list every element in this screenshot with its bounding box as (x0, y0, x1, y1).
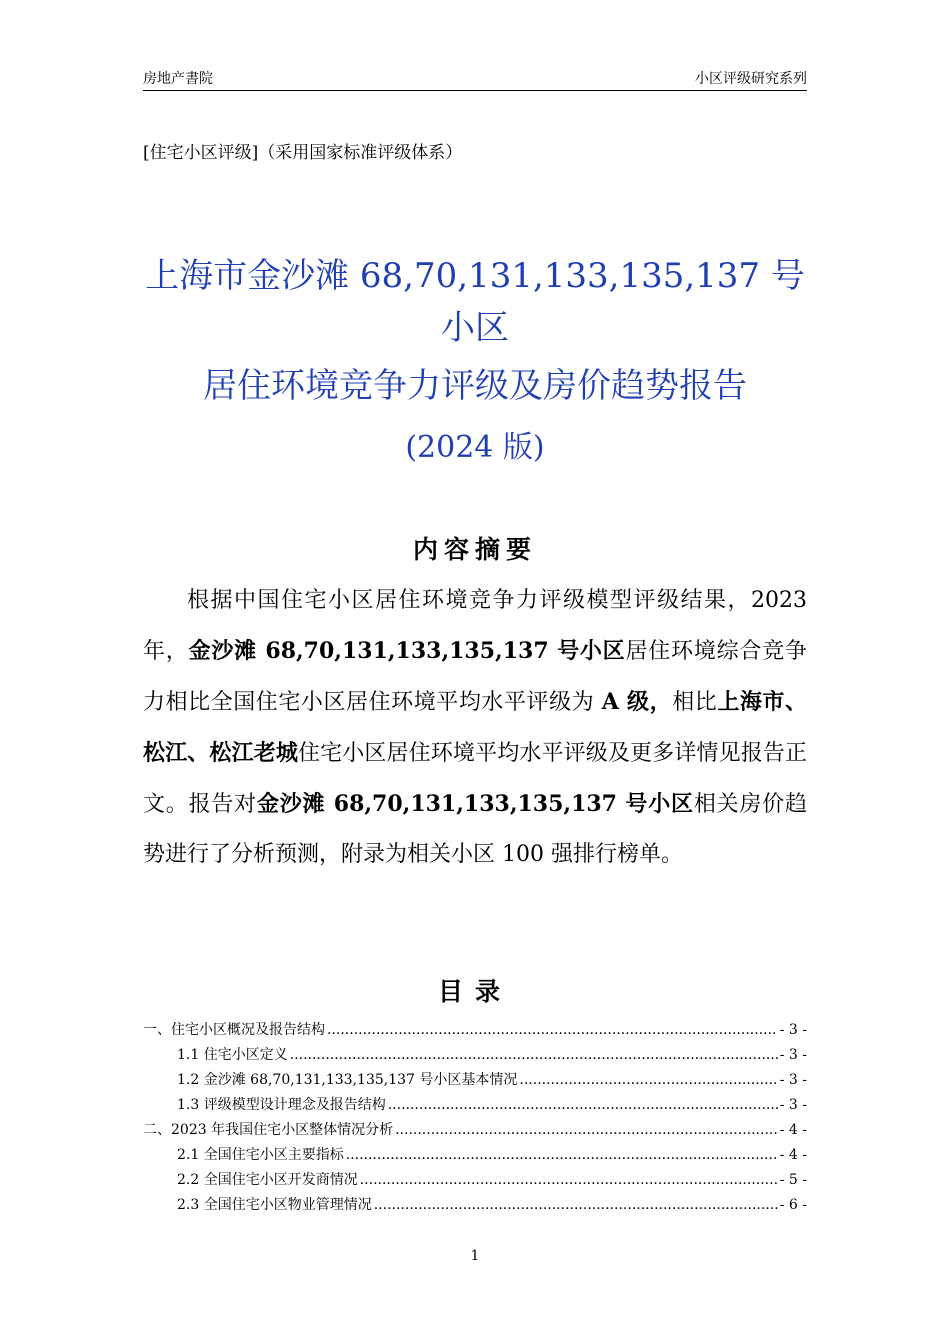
table-of-contents (143, 1018, 807, 1218)
toc-item-label: 1.2 金沙滩 68,70,131,133,135,137 号小区基本情况 (177, 1072, 518, 1088)
header-divider (143, 90, 807, 91)
report-category: [住宅小区评级]（采用国家标准评级体系） (143, 143, 463, 163)
abstract-text-4: 住宅小区居住环境平均水平评级及更多详情见报告正文。报告对 (143, 741, 807, 817)
toc-item-page: - 4 - (779, 1147, 807, 1163)
abstract-paragraph (143, 576, 807, 880)
abstract-body (143, 576, 807, 880)
toc-item-page: - 5 - (779, 1172, 807, 1188)
toc-leader-dots (327, 1018, 778, 1043)
toc-leader-dots (395, 1118, 778, 1143)
abstract-rating: A 级， (601, 689, 673, 715)
toc-item-page: - 3 - (779, 1097, 807, 1113)
toc-leader-dots (388, 1093, 778, 1118)
abstract-text-5: 相关房价趋势进行了分析预测，附录为相关小区 100 强排行榜单。 (143, 792, 807, 867)
toc-item-label: 一、住宅小区概况及报告结构 (143, 1022, 325, 1038)
toc-heading: 目录 (437, 977, 512, 1006)
abstract-community-name: 金沙滩 68,70,131,133,135,137 号小区 (188, 638, 626, 664)
toc-leader-dots (290, 1043, 778, 1068)
abstract-text-2: 居住环境综合竞争力相比全国住宅小区居住环境平均水平评级为 (143, 639, 807, 715)
toc-item-1[interactable] (143, 1018, 807, 1043)
title-edition: (2024 版) (405, 430, 545, 465)
toc-item-2-1[interactable] (143, 1143, 807, 1168)
toc-leader-dots (346, 1143, 778, 1168)
abstract-community-name-2: 金沙滩 68,70,131,133,135,137 号小区 (256, 791, 694, 817)
abstract-regions: 上海市、松江、松江老城 (143, 689, 807, 766)
abstract-text-1: 根据中国住宅小区居住环境竞争力评级模型评级结果，2023 年， (143, 588, 807, 664)
toc-item-1-2[interactable] (143, 1068, 807, 1093)
toc-leader-dots (360, 1168, 778, 1193)
toc-item-page: - 3 - (779, 1072, 807, 1088)
toc-item-label: 二、2023 年我国住宅小区整体情况分析 (143, 1122, 394, 1138)
toc-item-2-2[interactable] (143, 1168, 807, 1193)
abstract-heading: 内容摘要 (412, 535, 537, 564)
toc-item-2-3[interactable] (143, 1193, 807, 1218)
toc-item-page: - 6 - (779, 1197, 807, 1213)
title-line-1: 上海市金沙滩 68,70,131,133,135,137 号 (145, 256, 805, 296)
toc-item-label: 1.1 住宅小区定义 (177, 1047, 288, 1063)
toc-item-page: - 4 - (779, 1122, 807, 1138)
page-number: 1 (470, 1248, 480, 1264)
abstract-text-3: 相比 (672, 690, 718, 715)
toc-leader-dots (374, 1193, 778, 1218)
toc-item-page: - 3 - (779, 1047, 807, 1063)
toc-item-label: 2.2 全国住宅小区开发商情况 (177, 1172, 358, 1188)
report-title (100, 250, 850, 466)
header-series: 小区评级研究系列 (695, 71, 807, 87)
toc-item-1-3[interactable] (143, 1093, 807, 1118)
toc-item-label: 2.1 全国住宅小区主要指标 (177, 1147, 344, 1163)
toc-leader-dots (519, 1068, 777, 1093)
header-publisher: 房地产書院 (143, 71, 213, 87)
toc-item-label: 2.3 全国住宅小区物业管理情况 (177, 1197, 372, 1213)
title-line-2: 小区 (441, 308, 509, 348)
title-line-3: 居住环境竞争力评级及房价趋势报告 (203, 366, 747, 406)
toc-item-label: 1.3 评级模型设计理念及报告结构 (177, 1097, 386, 1113)
toc-item-2[interactable] (143, 1118, 807, 1143)
toc-item-page: - 3 - (779, 1022, 807, 1038)
toc-item-1-1[interactable] (143, 1043, 807, 1068)
